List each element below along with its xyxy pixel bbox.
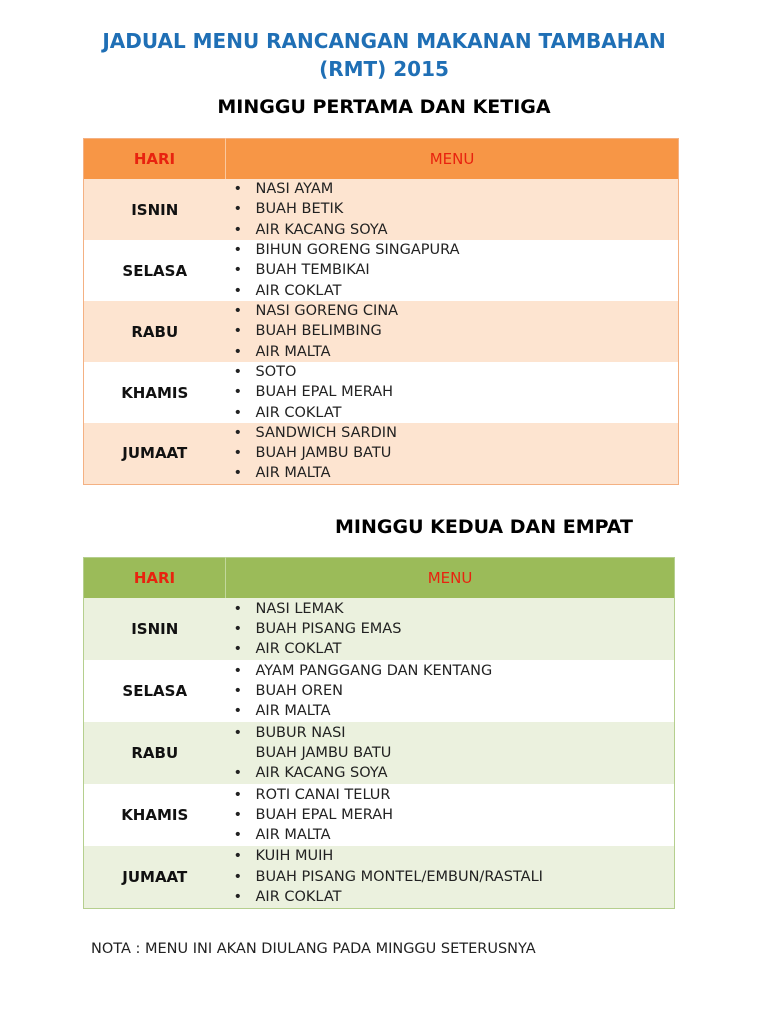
- footnote: NOTA : MENU INI AKAN DIULANG PADA MINGGU SETERUSNYA: [91, 941, 536, 957]
- menu-list: [226, 723, 675, 784]
- table-row: [84, 240, 679, 301]
- day-cell: ISNIN: [84, 598, 226, 660]
- menu-item: • BUAH BELIMBING: [256, 321, 679, 341]
- bullet-icon: •: [233, 641, 243, 658]
- bullet-icon: •: [233, 682, 243, 699]
- menu-list: [226, 179, 679, 240]
- day-cell: RABU: [84, 301, 226, 362]
- bullet-icon: •: [233, 662, 243, 679]
- table-row: [84, 301, 679, 362]
- menu-item: • AIR KACANG SOYA: [256, 763, 675, 783]
- menu-list: [226, 240, 679, 301]
- menu-list: [226, 661, 675, 722]
- menu-item: • ROTI CANAI TELUR: [256, 785, 675, 805]
- menu-item: • AYAM PANGGANG DAN KENTANG: [256, 661, 675, 681]
- menu-item: • BUAH PISANG MONTEL/EMBUN/RASTALI: [256, 867, 675, 887]
- table-row: [84, 598, 675, 660]
- bullet-icon: •: [233, 888, 243, 905]
- day-cell: JUMAAT: [84, 846, 226, 908]
- menu-cell: [226, 598, 675, 660]
- menu-item: BUAH JAMBU BATU: [255, 744, 392, 761]
- day-cell: SELASA: [122, 682, 188, 700]
- menu-cell: [226, 722, 675, 784]
- menu-list: [226, 423, 679, 484]
- menu-item: • AIR MALTA: [256, 342, 679, 362]
- bullet-icon: •: [233, 221, 243, 238]
- menu-item: • AIR COKLAT: [256, 887, 675, 907]
- table-row: [84, 660, 675, 722]
- menu-item: • SANDWICH SARDIN: [256, 423, 679, 443]
- menu-cell: [226, 362, 679, 423]
- menu-list: [226, 846, 675, 907]
- bullet-icon: •: [233, 806, 243, 823]
- menu-item: • SOTO: [256, 362, 679, 382]
- bullet-icon: •: [233, 282, 243, 299]
- table-row: [84, 179, 679, 240]
- menu-item: • BUAH BETIK: [256, 199, 679, 219]
- bullet-icon: •: [233, 827, 243, 844]
- bullet-icon: •: [233, 703, 243, 720]
- bullet-icon: •: [233, 600, 243, 617]
- week-b-menu-table: [83, 557, 675, 909]
- menu-item: • BUAH EPAL MERAH: [256, 382, 679, 402]
- menu-item: • BUAH PISANG EMAS: [256, 619, 675, 639]
- menu-item: • NASI LEMAK: [256, 599, 675, 619]
- day-cell: JUMAAT: [84, 423, 226, 484]
- table-row: [84, 846, 675, 908]
- bullet-icon: •: [233, 724, 243, 741]
- week-b-heading: MINGGU KEDUA DAN EMPAT: [335, 516, 633, 538]
- menu-cell: [226, 423, 679, 484]
- document-title: JADUAL MENU RANCANGAN MAKANAN TAMBAHAN: [102, 29, 666, 53]
- table-row: [84, 362, 679, 423]
- bullet-icon: •: [233, 201, 243, 218]
- bullet-icon: •: [233, 364, 243, 381]
- table-header-row: [84, 139, 679, 180]
- menu-item: • BUAH JAMBU BATU: [256, 443, 679, 463]
- menu-item: • AIR COKLAT: [256, 639, 675, 659]
- menu-cell: [226, 784, 675, 846]
- menu-cell: [226, 846, 675, 908]
- bullet-icon: •: [233, 465, 243, 482]
- menu-item: • KUIH MUIH: [256, 846, 675, 866]
- menu-item: • BUAH TEMBIKAI: [256, 260, 679, 280]
- menu-item: • BUBUR NASI: [256, 723, 675, 743]
- menu-item: • AIR MALTA: [256, 463, 679, 483]
- menu-item: • AIR COKLAT: [256, 403, 679, 423]
- column-header-menu: MENU: [226, 139, 679, 180]
- menu-item: • AIR MALTA: [256, 825, 675, 845]
- menu-list: [226, 599, 675, 660]
- table-header-row: [84, 558, 675, 599]
- column-header-day: HARI: [84, 558, 226, 599]
- document-title-year: (RMT) 2015: [319, 57, 449, 81]
- bullet-icon: •: [233, 323, 243, 340]
- menu-item: • AIR COKLAT: [256, 281, 679, 301]
- menu-item: • NASI GORENG CINA: [256, 301, 679, 321]
- bullet-icon: •: [233, 868, 243, 885]
- menu-cell: [226, 301, 679, 362]
- bullet-icon: •: [233, 404, 243, 421]
- day-cell: SELASA: [122, 261, 188, 280]
- menu-item: • BUAH OREN: [256, 681, 675, 701]
- bullet-icon: •: [233, 620, 243, 637]
- menu-cell: [226, 179, 679, 240]
- week-a-heading: MINGGU PERTAMA DAN KETIGA: [217, 96, 551, 118]
- menu-item: • AIR MALTA: [256, 701, 675, 721]
- week-a-menu-table: [83, 138, 679, 485]
- bullet-icon: •: [233, 242, 243, 259]
- bullet-icon: •: [233, 848, 243, 865]
- bullet-icon: •: [233, 262, 243, 279]
- menu-cell: [226, 240, 679, 301]
- bullet-icon: •: [233, 425, 243, 441]
- day-cell: ISNIN: [84, 179, 226, 240]
- column-header-day: HARI: [84, 139, 226, 180]
- menu-list: [226, 362, 679, 423]
- table-row: [84, 784, 675, 846]
- day-cell: KHAMIS: [121, 383, 189, 402]
- menu-cell: [226, 660, 675, 722]
- menu-item: • NASI AYAM: [256, 179, 679, 199]
- bullet-icon: •: [233, 181, 243, 198]
- day-cell: KHAMIS: [121, 806, 189, 824]
- bullet-icon: •: [233, 445, 243, 462]
- column-header-menu: MENU: [226, 558, 675, 599]
- bullet-icon: •: [233, 384, 243, 401]
- bullet-icon: •: [233, 786, 243, 803]
- menu-list: [226, 301, 679, 362]
- menu-list: [226, 785, 675, 846]
- day-cell: RABU: [84, 722, 226, 784]
- menu-item: • BIHUN GORENG SINGAPURA: [256, 240, 679, 260]
- table-row: [84, 423, 679, 484]
- menu-item: • BUAH EPAL MERAH: [256, 805, 675, 825]
- bullet-icon: •: [233, 303, 243, 320]
- table-row: [84, 722, 675, 784]
- bullet-icon: •: [233, 343, 243, 360]
- menu-item: • AIR KACANG SOYA: [256, 220, 679, 240]
- bullet-icon: •: [233, 765, 243, 782]
